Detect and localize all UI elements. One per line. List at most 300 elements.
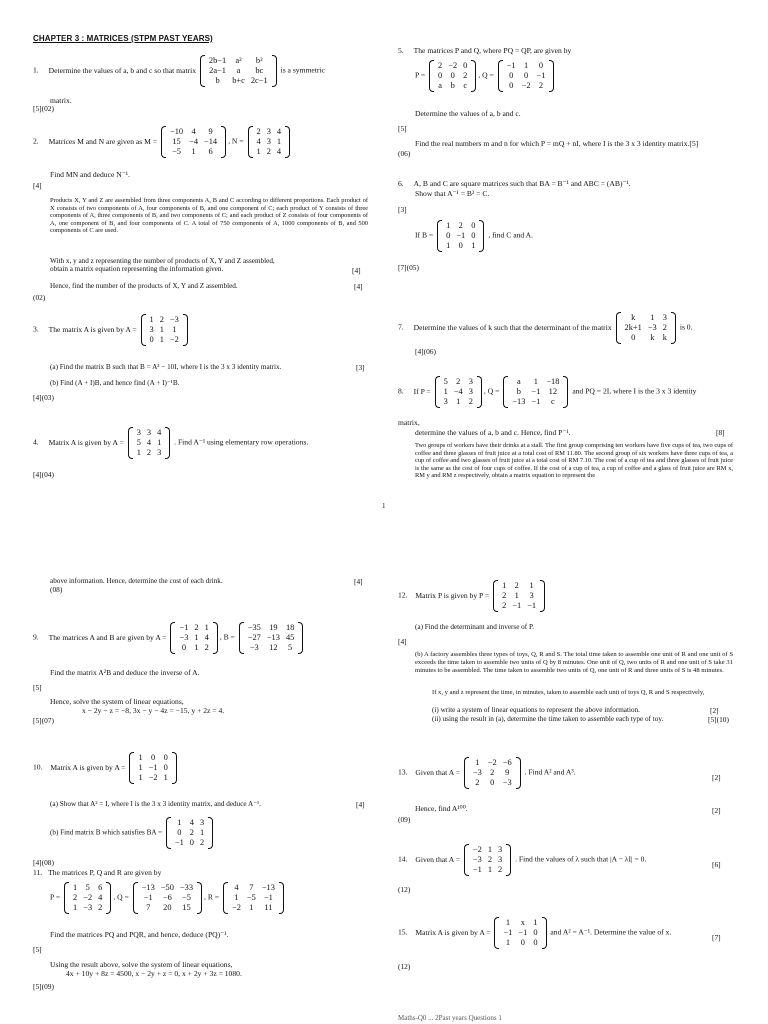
matrix-cell: −3	[647, 322, 657, 332]
matrix-cell: −3	[249, 642, 259, 652]
matrix-cell: −1	[506, 61, 516, 70]
page-footer: Maths-Q0 ... 2Past years Questions 1	[398, 1014, 502, 1022]
matrix-row	[229, 903, 278, 913]
matrix-cell: −1	[143, 892, 153, 902]
matrix-cell: 3	[266, 127, 271, 136]
matrix-cell: 6	[98, 883, 103, 892]
matrix-cell: 2c−1	[250, 75, 268, 85]
matrix-grid	[135, 753, 170, 783]
matrix-row	[443, 231, 478, 241]
matrix-grid	[441, 377, 476, 407]
q8-matrix-q	[503, 376, 568, 408]
matrix-cell: 2	[502, 600, 507, 610]
q9-equations: x − 2y − z = −8, 3x − y − 4z = −15, y + 2z = 4.	[82, 706, 225, 715]
matrix-row	[172, 818, 207, 828]
matrix-cell: 4	[276, 146, 282, 156]
q11-marks-1: [5]	[33, 945, 42, 954]
matrix-cell: 1	[456, 396, 461, 406]
matrix-row	[176, 623, 211, 633]
matrix-cell: 1	[177, 818, 182, 827]
q11-r-label: , R =	[204, 892, 220, 902]
matrix-row	[509, 387, 562, 397]
matrix-cell: −1	[472, 864, 482, 874]
matrix-cell: 2	[266, 146, 271, 156]
matrix-cell: 1	[249, 902, 254, 912]
matrix-row	[172, 828, 207, 838]
matrix-row	[435, 61, 470, 71]
matrix-row	[135, 753, 170, 763]
matrix-row	[509, 377, 562, 387]
matrix-grid	[509, 377, 562, 407]
matrix-cell: 0	[181, 642, 187, 652]
matrix-cell: 1	[136, 447, 141, 457]
q2-matrix-n	[248, 126, 291, 158]
matrix-cell: 6	[208, 146, 213, 156]
matrix-cell: 15	[182, 902, 191, 912]
matrix-cell: 2	[73, 892, 78, 902]
matrix-cell: 1	[514, 590, 519, 600]
q6-number: 6.	[398, 179, 404, 188]
q1-text-c: matrix.	[50, 96, 72, 105]
matrix-grid	[470, 845, 505, 875]
matrix-cell: −1	[174, 837, 184, 847]
matrix-row	[206, 76, 271, 86]
matrix-grid	[443, 221, 478, 251]
matrix-row	[245, 643, 298, 653]
matrix-cell: 1	[204, 623, 209, 632]
matrix-cell: 0	[463, 61, 468, 70]
matrix-row	[172, 838, 207, 848]
matrix-cell: 1	[159, 324, 164, 334]
matrix-cell: 5	[136, 437, 141, 447]
matrix-cell: 1	[199, 827, 205, 837]
matrix-cell: 15	[172, 136, 181, 146]
matrix-cell: a	[438, 80, 442, 90]
matrix-cell: −2	[472, 845, 482, 854]
matrix-cell: −1	[148, 762, 158, 772]
matrix-cell: b+c	[232, 75, 245, 85]
matrix-cell: 1	[159, 334, 164, 344]
q8-matrix-p	[435, 376, 482, 408]
matrix-cell: 5	[443, 377, 448, 386]
matrix-cell: a	[516, 377, 521, 386]
q2-text: Matrices M and N are given as M =	[48, 136, 158, 146]
matrix-cell: −5	[246, 892, 256, 902]
matrix-cell: 1	[533, 377, 538, 386]
matrix-cell: 12	[548, 386, 558, 396]
matrix-cell: 4	[276, 127, 282, 136]
question-12	[398, 580, 547, 612]
matrix-cell: −1	[503, 927, 513, 937]
matrix-cell: 4	[204, 632, 209, 642]
matrix-grid	[206, 56, 271, 86]
matrix-cell: 0	[533, 937, 538, 947]
q3-text: The matrix A is given by A =	[48, 324, 137, 334]
matrix-cell: −4	[189, 136, 199, 146]
matrix-cell: −50	[160, 883, 174, 892]
matrix-row	[245, 623, 298, 633]
matrix-grid	[176, 623, 211, 653]
matrix-cell: −18	[546, 377, 560, 386]
matrix-cell: −2	[521, 80, 531, 90]
matrix-cell: 3	[136, 428, 141, 437]
matrix-cell: 1	[149, 315, 154, 324]
q11-equations: 4x + 10y + 8z = 4500, x − 2y + z = 0, x + 2y + 3z = 1080.	[66, 969, 242, 978]
q7-text-b: is 0.	[679, 322, 693, 332]
matrix-cell: b²	[255, 56, 263, 65]
q8-year: (08)	[50, 585, 63, 594]
matrix-cell: −1	[456, 230, 466, 240]
matrix-cell: 3	[157, 447, 162, 457]
q6-marks-1: [3]	[398, 205, 407, 214]
matrix-cell: 3	[266, 136, 271, 146]
q7-number: 7.	[398, 322, 404, 332]
matrix-cell: 2	[204, 642, 209, 652]
matrix-cell: −3	[502, 777, 512, 787]
matrix-row	[441, 387, 476, 397]
matrix-row	[139, 903, 196, 913]
matrix-row	[441, 397, 476, 407]
q8-continuation: above information. Hence, determine the cost of each drink.	[50, 577, 223, 585]
q2-marks-3: [4]	[354, 282, 363, 291]
matrix-cell: bc	[255, 65, 264, 75]
q15-year: (12)	[398, 962, 411, 971]
q9-find: Find the matrix A²B and deduce the inverse of A.	[50, 668, 200, 677]
matrix-cell: 12	[269, 642, 278, 652]
q9-matrix-b	[239, 622, 304, 654]
matrix-grid	[134, 428, 165, 458]
matrix-cell: −1	[531, 396, 541, 406]
q13-matrix-a	[464, 757, 521, 789]
matrix-cell: 1	[502, 581, 507, 590]
matrix-cell: −13	[266, 632, 280, 642]
q7-marks: [4](06)	[415, 347, 436, 356]
matrix-cell: b	[516, 386, 521, 396]
matrix-cell: 0	[438, 70, 443, 80]
matrix-cell: 2	[256, 127, 261, 136]
q3-part-a-marks: [3]	[356, 363, 365, 372]
matrix-cell: 2	[514, 581, 519, 590]
matrix-cell: 1	[443, 386, 448, 396]
question-10	[33, 752, 378, 784]
page-number: 1	[382, 502, 386, 510]
q15-matrix-a	[494, 917, 546, 949]
question-15	[398, 917, 743, 949]
matrix-row	[70, 893, 105, 903]
matrix-cell: 1	[276, 136, 282, 146]
q13-marks-2: [2]	[712, 806, 721, 815]
matrix-cell: −27	[247, 632, 261, 642]
q4-matrix-a	[128, 427, 171, 459]
matrix-cell: 5	[85, 883, 90, 892]
matrix-cell: 9	[505, 767, 510, 777]
matrix-row	[254, 137, 285, 147]
matrix-row	[139, 883, 196, 893]
matrix-row	[206, 66, 271, 76]
matrix-cell: 0	[177, 827, 182, 837]
matrix-grid	[470, 758, 515, 788]
q11-q-label: , Q =	[113, 892, 129, 902]
q11-using: Using the result above, solve the system of linear equations,	[50, 960, 233, 969]
matrix-cell: 3	[662, 313, 667, 322]
matrix-cell: 1	[505, 937, 511, 947]
q11-p-label: P =	[50, 892, 61, 902]
matrix-row	[229, 893, 278, 903]
matrix-cell: c	[463, 80, 468, 90]
matrix-cell: x	[520, 918, 525, 927]
matrix-cell: 2	[189, 827, 194, 837]
q2-number: 2.	[33, 136, 39, 146]
matrix-row	[500, 918, 540, 928]
question-14	[398, 844, 743, 876]
matrix-cell: 2k+1	[624, 322, 642, 332]
q12-part-b: (b) A factory assembles three types of toys, Q, R and S. The total time taken to assemble one unit of R and one unit of S exceeds the time taken to assemble two units of Q by 8 minutes. One unit of Q, two units of R and one unit of S take 31 minutes to be assembled. The time taken to assemble two units of Q, one unit of R and three units of S is 48 minutes.	[415, 651, 733, 674]
matrix-cell: 3	[146, 428, 152, 437]
matrix-cell: 0	[450, 70, 455, 80]
matrix-cell: −2	[231, 902, 241, 912]
matrix-cell: 0	[446, 230, 451, 240]
matrix-cell: 1	[505, 918, 511, 927]
matrix-cell: 3	[498, 854, 503, 864]
matrix-cell: 3	[468, 377, 473, 386]
matrix-cell: −35	[247, 623, 261, 632]
matrix-row	[167, 137, 220, 147]
q8-text-b: , Q =	[483, 386, 500, 396]
matrix-cell: −13	[512, 396, 526, 406]
q13-year: (09)	[398, 815, 411, 824]
matrix-cell: 1	[446, 240, 451, 250]
matrix-grid	[254, 127, 285, 157]
matrix-cell: 2	[662, 322, 667, 332]
matrix-row	[147, 335, 182, 345]
q15-text-b: and A² = A⁻¹. Determine the value of x.	[550, 927, 672, 937]
matrix-cell: 2	[438, 61, 443, 70]
matrix-cell: −1	[531, 386, 541, 396]
matrix-cell: 0	[163, 762, 168, 772]
matrix-cell: −33	[179, 883, 194, 892]
matrix-cell: 0	[538, 61, 544, 70]
matrix-row	[139, 893, 196, 903]
q12-part-b-2: If x, y and z represent the time, in minutes, taken to assemble each unit of toys Q, R and S respectively,	[432, 689, 705, 696]
matrix-cell: 1	[191, 146, 196, 156]
matrix-cell: 1	[73, 883, 78, 892]
matrix-cell: −3	[472, 854, 482, 864]
matrix-cell: 1	[138, 772, 143, 782]
q11-number: 11.	[33, 868, 43, 877]
matrix-grid	[622, 313, 670, 343]
matrix-row	[135, 763, 170, 773]
matrix-cell: −13	[141, 883, 155, 892]
matrix-cell: 2a−1	[209, 65, 226, 75]
matrix-cell: −14	[204, 136, 218, 146]
matrix-grid	[229, 883, 278, 913]
matrix-cell: −2	[148, 772, 158, 782]
q2-line-4: Hence, find the number of the products of X, Y and Z assembled.	[50, 282, 238, 290]
q7-text: Determine the values of k such that the determinant of the matrix	[413, 322, 612, 332]
q12-marks-1: [4]	[398, 637, 407, 646]
matrix-cell: 2	[456, 377, 461, 386]
q6-text-d: , find C and A.	[488, 230, 534, 240]
q8-text-e: determine the values of a, b and c. Hence, find P⁻¹.	[415, 428, 571, 437]
matrix-cell: 1	[533, 918, 538, 927]
matrix-grid	[500, 918, 540, 948]
matrix-cell: 3	[443, 396, 448, 406]
q4-text-b: . Find A⁻¹ using elementary row operations.	[174, 437, 309, 447]
matrix-cell: 7	[249, 883, 254, 892]
matrix-cell: 9	[208, 127, 213, 136]
q13-hence: Hence, find A¹⁰⁰.	[415, 804, 468, 813]
matrix-grid	[245, 623, 298, 653]
matrix-cell: 1	[194, 632, 199, 642]
matrix-cell: 2	[146, 447, 152, 457]
q12-matrix-p	[493, 580, 545, 612]
q11-find: Find the matrices PQ and PQR, and hence, deduce (PQ)⁻¹.	[50, 930, 229, 939]
matrix-row	[500, 938, 540, 948]
matrix-cell: 2	[498, 864, 503, 874]
matrix-cell: 4	[256, 136, 261, 146]
q4-number: 4.	[33, 437, 39, 447]
matrix-cell: 1	[138, 753, 143, 762]
matrix-row	[435, 81, 470, 91]
q8-marks-2: [4]	[354, 577, 363, 586]
q6-show: Show that A⁻¹ = B² = C.	[415, 189, 490, 198]
q12-part-i-marks: [2]	[710, 706, 719, 715]
q5-determine: Determine the values of a, b and c.	[415, 109, 521, 118]
matrix-cell: −4	[453, 386, 463, 396]
q13-number: 13.	[398, 767, 408, 777]
matrix-cell: 2	[199, 837, 205, 847]
q6-marks: [7](05)	[398, 263, 419, 272]
matrix-cell: −3	[169, 315, 179, 324]
q5-matrices	[415, 60, 556, 92]
matrix-cell: −3	[179, 632, 189, 642]
matrix-cell: 19	[269, 623, 278, 632]
matrix-cell: 1	[73, 902, 78, 912]
q1-matrix	[200, 55, 277, 87]
matrix-grid	[172, 818, 207, 848]
matrix-cell: 0	[509, 70, 514, 80]
matrix-cell: −3	[83, 902, 93, 912]
matrix-grid	[70, 883, 105, 913]
q7-matrix	[616, 312, 676, 344]
q9-matrix-a	[170, 622, 217, 654]
q10-part-b	[50, 817, 215, 849]
matrix-row	[509, 397, 562, 407]
matrix-row	[622, 313, 670, 323]
q6-matrix-b	[437, 220, 484, 252]
matrix-cell: 2	[538, 80, 544, 90]
q8-text-d: matrix,	[398, 418, 420, 427]
matrix-cell: k	[650, 332, 655, 342]
matrix-grid	[139, 883, 196, 913]
matrix-cell: 1	[523, 61, 529, 70]
matrix-row	[176, 643, 211, 653]
question-11	[33, 868, 161, 877]
matrix-row	[470, 845, 505, 855]
q2-marks-1: [4]	[33, 181, 42, 190]
matrix-row	[441, 377, 476, 387]
matrix-row	[147, 315, 182, 325]
q10-marks: [4](08)	[33, 858, 54, 867]
q2-year: (02)	[33, 293, 46, 302]
matrix-cell: 1	[157, 437, 162, 447]
q14-year: (12)	[398, 885, 411, 894]
matrix-cell: 3	[468, 386, 473, 396]
matrix-cell: −2	[83, 892, 93, 902]
matrix-cell: 1	[475, 758, 480, 767]
matrix-row	[499, 601, 539, 611]
q5-p-label: P =	[415, 70, 426, 80]
q9-text-b: , B =	[219, 632, 235, 642]
q8-paragraph: Two groups of workers have their drinks at a stall. The first group comprising ten workers have five cups of tea, two cups of coffee and three glasses of fruit juice at a total cost of RM 11.80. The second group of six workers have three cups of tea, a cup of coffee and two glasses of fruit juice at a total cost of RM 7.10. The cost of a cup of tea and three glasses of fruit juice is the same as the cost of four cups of coffee. If the cost of a cup of tea, a cup of coffee and a glass of fruit juice are RM x, RM y and RM z respectively, obtain a matrix equation to represent the	[415, 442, 733, 480]
matrix-row	[135, 773, 170, 783]
q12-part-ii-marks: [5](10)	[708, 715, 729, 724]
q6-if-b	[415, 220, 533, 252]
matrix-row	[176, 633, 211, 643]
q9-hence: Hence, solve the system of linear equations,	[50, 697, 184, 706]
q11-matrices	[50, 882, 380, 914]
q8-marks-1: [8]	[716, 428, 725, 437]
q2-text-mid: , N =	[228, 136, 244, 146]
matrix-row	[470, 855, 505, 865]
matrix-cell: 20	[163, 902, 172, 912]
q15-marks: [7]	[712, 933, 721, 942]
q15-text: Matrix A is given by A =	[415, 927, 491, 937]
matrix-cell: 1	[172, 324, 177, 334]
matrix-cell: 2b−1	[208, 56, 227, 65]
matrix-cell: −10	[169, 127, 184, 136]
matrix-row	[245, 633, 298, 643]
matrix-cell: −2	[448, 61, 458, 70]
matrix-row	[254, 127, 285, 137]
q9-number: 9.	[33, 632, 39, 642]
q3-part-b: (b) Find (A + I)B, and hence find (A + I)⁻¹B.	[50, 379, 180, 387]
matrix-cell: 2	[490, 767, 495, 777]
page-title: CHAPTER 3 : MATRICES (STPM PAST YEARS)	[33, 34, 213, 43]
matrix-row	[622, 323, 670, 333]
matrix-cell: 4	[157, 428, 162, 437]
q14-text: Given that A =	[415, 854, 460, 864]
q10-number: 10.	[33, 762, 43, 772]
matrix-row	[622, 333, 670, 343]
matrix-cell: 2	[475, 777, 480, 787]
matrix-cell: 2	[463, 70, 468, 80]
matrix-cell: 1	[529, 581, 534, 590]
q10-text: Matrix A is given by A =	[50, 762, 126, 772]
q11-matrix-r	[223, 882, 284, 914]
q9-marks: [5](07)	[33, 716, 54, 725]
matrix-grid	[435, 61, 470, 91]
matrix-cell: 4	[98, 892, 103, 902]
matrix-row	[229, 883, 278, 893]
matrix-grid	[504, 61, 549, 91]
q1-number: 1.	[33, 65, 39, 75]
matrix-cell: 1	[138, 762, 143, 772]
q5-year: (06)	[398, 149, 411, 158]
matrix-cell: −2	[169, 334, 179, 344]
q5-number: 5.	[398, 46, 404, 55]
q8-text-c: and PQ = 2I, where I is the 3 x 3 identity	[572, 386, 697, 396]
matrix-row	[70, 903, 105, 913]
q5-matrix-p	[429, 60, 476, 92]
matrix-row	[134, 448, 165, 458]
matrix-cell: 0	[471, 230, 476, 240]
matrix-cell: 2	[159, 315, 164, 324]
matrix-cell: 0	[149, 334, 154, 344]
matrix-cell: 1	[650, 313, 655, 322]
matrix-cell: 1	[487, 864, 492, 874]
matrix-cell: −1	[527, 600, 537, 610]
